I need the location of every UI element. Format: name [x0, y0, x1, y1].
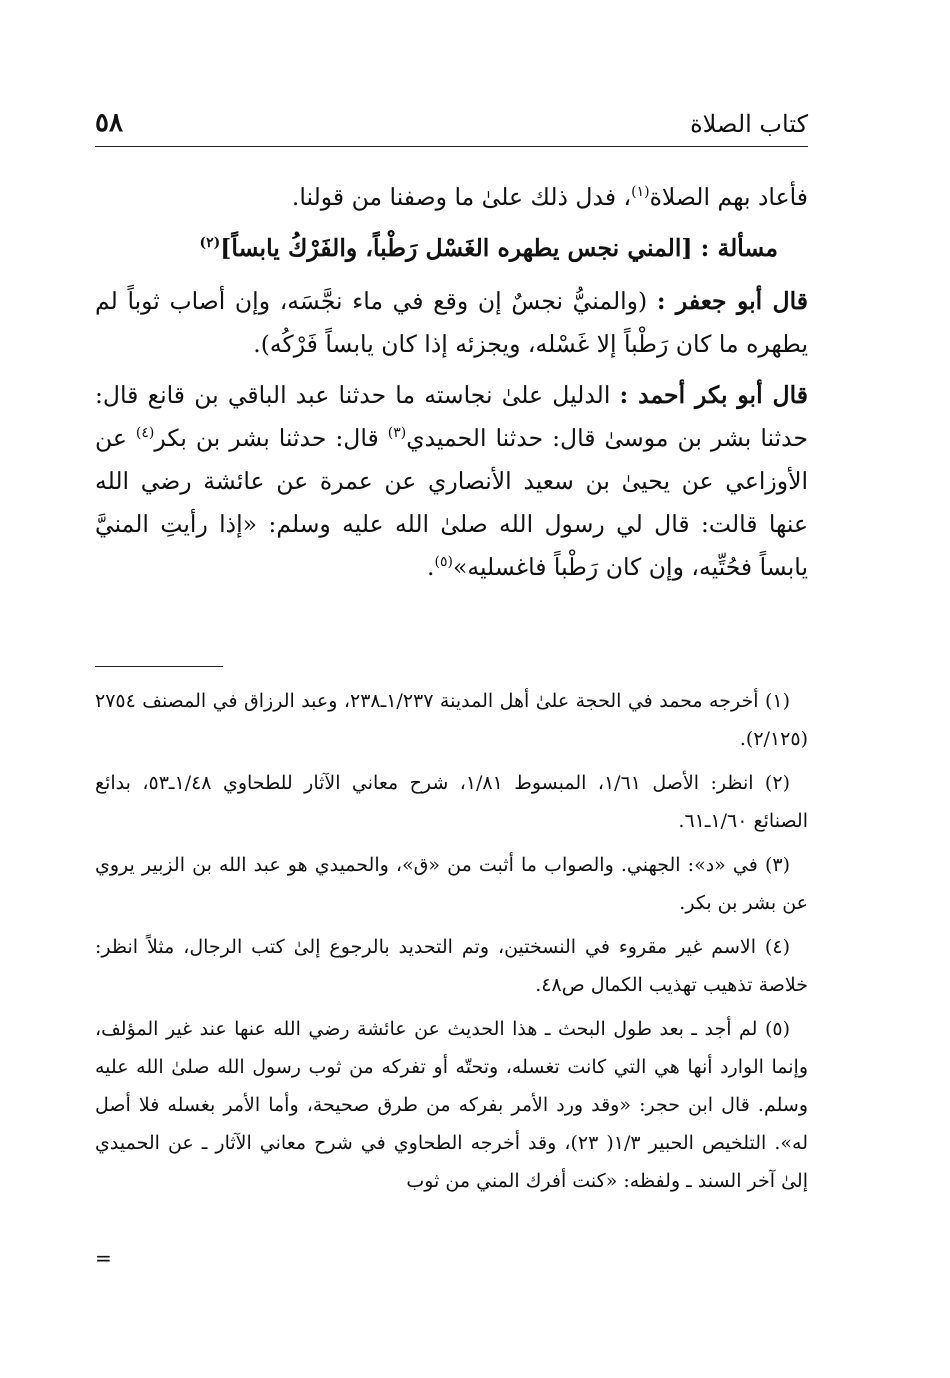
- paragraph-3-part-b: قال: حدثنا بشر بن بكر: [154, 424, 388, 452]
- paragraph-1-text: فأعاد بهم الصلاة: [649, 183, 808, 211]
- paragraph-2: [95, 280, 808, 366]
- footnote-1: (١) أخرجه محمد في الحجة علىٰ أهل المدينة ١/٢٣٧ـ٢٣٨، وعبد الرزاق في المصنف ٢٧٥٤ (٢/١٢٥).: [95, 690, 808, 750]
- main-text: [95, 176, 808, 597]
- paragraph-2-text: (والمنيُّ نجسٌ إن وقع في ماء نجَّسَه، وإن أصاب ثوباً لم يطهره ما كان رَطْباً إلا غَسْله، ويجزئه إذا كان يابساً فَرْكُه).: [95, 287, 808, 358]
- book-page: [95, 0, 808, 1378]
- speaker-abu-jafar: قال أبو جعفر :: [656, 287, 808, 315]
- issue-title: مسألة : [المني نجس يطهره الغَسْل رَطْباً، والفَرْكُ يابساً]: [220, 234, 778, 262]
- footnote-3: (٣) في «د»: الجهني. والصواب ما أثبت من «ق»، والحميدي هو عبد الله بن الزبير يروي عن بشر بن بكر.: [95, 854, 808, 914]
- footnote-2: (٢) انظر: الأصل ١/٦١، المبسوط ١/٨١، شرح معاني الآثار للطحاوي ١/٤٨ـ٥٣، بدائع الصنائع ١/٦٠ـ٦١.: [95, 772, 808, 832]
- paragraph-1-tail: ، فدل ذلك علىٰ ما وصفنا من قولنا.: [291, 183, 632, 211]
- paragraph-3-part-c: عن الأوزاعي عن يحيىٰ بن سعيد الأنصاري عن عمرة عن عائشة رضي الله عنها قالت: قال لي رسول الله صلىٰ الله عليه وسلم: «إذا رأيتِ المنيَّ يابساً فحُتِّيه، وإن كان رَطْباً فاغسليه»: [95, 424, 808, 581]
- footnote-ref-3: (٣): [387, 425, 407, 442]
- footnote-ref-4: (٤): [135, 425, 155, 442]
- paragraph-3: [95, 374, 808, 589]
- speaker-abu-bakr: قال أبو بكر أحمد :: [619, 381, 808, 409]
- footnote-4: (٤) الاسم غير مقروء في النسختين، وتم التحديد بالرجوع إلىٰ كتب الرجال، مثلاً انظر: خلاصة تذهيب تهذيب الكمال ص٤٨.: [95, 936, 808, 996]
- footnote-5: (٥) لم أجد ـ بعد طول البحث ـ هذا الحديث عن عائشة رضي الله عنها عند غير المؤلف، وإنما الوارد أنها هي التي كانت تغسله، وتحتّه أو تفركه من ثوب رسول الله صلىٰ الله عليه وسلم. قال ابن حجر: «وقد ورد الأمر بفركه من طرق صحيحة، وأما الأمر بغسله فلا أصل له». التلخيص الحبير ١/٣( ٢٣)، وقد أخرجه الطحاوي في شرح معاني الآثار ـ عن الحميدي إلىٰ آخر السند ـ ولفظه: «كنت أفرك المني من ثوب: [95, 1018, 808, 1192]
- footnote-separator: [95, 666, 223, 667]
- footnote-ref-1: (١): [631, 184, 650, 201]
- page-header: [95, 106, 808, 147]
- footnotes: [95, 682, 808, 1206]
- paragraph-3-end: .: [427, 553, 435, 581]
- continuation-mark: =: [95, 1246, 112, 1270]
- footnote-ref-2: (٢): [199, 235, 221, 252]
- book-title: كتاب الصلاة: [690, 110, 808, 138]
- page-number: ٥٨: [95, 108, 123, 138]
- footnote-ref-5: (٥): [434, 554, 453, 571]
- paragraph-1: [95, 176, 808, 219]
- paragraph-3-part-a: الدليل علىٰ نجاسته ما حدثنا عبد الباقي بن قانع قال: حدثنا بشر بن موسىٰ قال: حدثنا الحميدي: [95, 381, 808, 452]
- issue-heading: [95, 227, 808, 270]
